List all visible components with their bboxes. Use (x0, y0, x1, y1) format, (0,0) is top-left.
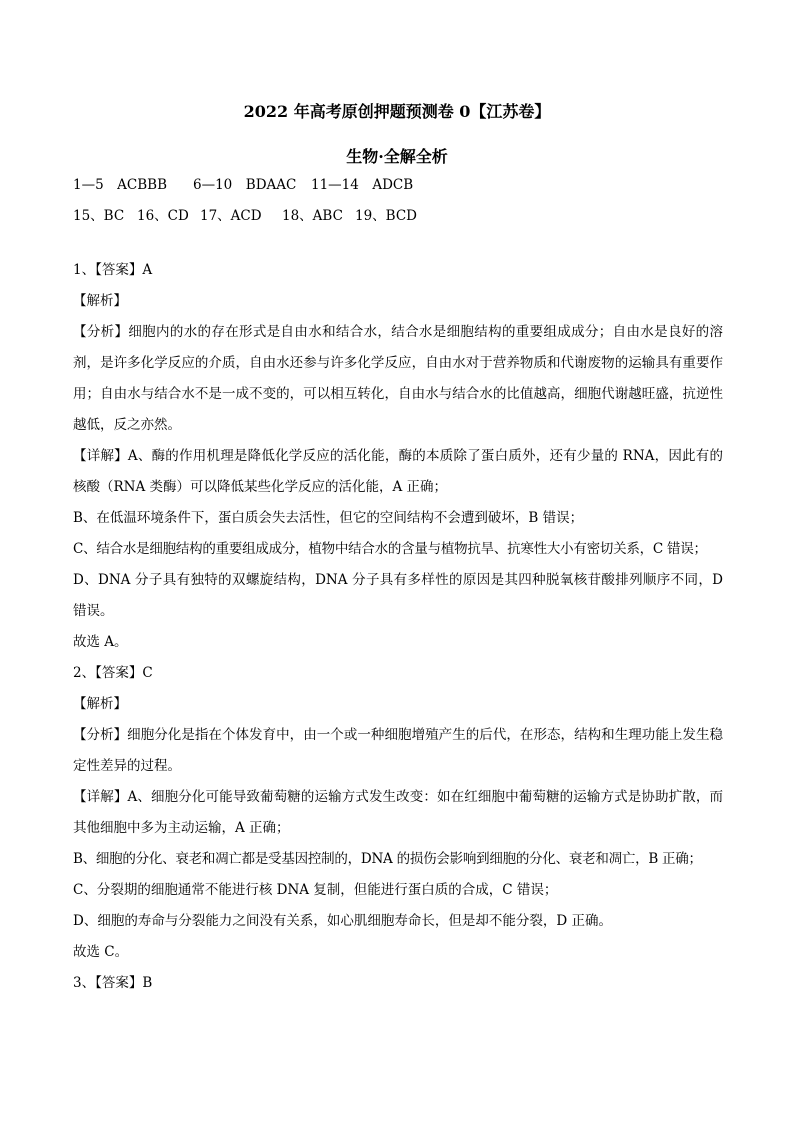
question-2-option-b: B、细胞的分化、衰老和凋亡都是受基因控制的，DNA 的损伤会影响到细胞的分化、衰老和凋亡，B 正确； (73, 851, 702, 867)
answer-key-group: 18、ABC (282, 208, 343, 224)
question-2-answer: 2、【答案】C (73, 665, 153, 681)
question-2-analysis-label: 【解析】 (73, 696, 127, 712)
question-2-option-c: C、分裂期的细胞通常不能进行核 DNA 复制，但能进行蛋白质的合成，C 错误； (73, 882, 558, 898)
answer-key-group: 15、BC (73, 208, 125, 224)
document-body (73, 175, 723, 999)
question-3-answer: 3、【答案】B (73, 975, 153, 991)
question-1-option-d: D、DNA 分子具有独特的双螺旋结构，DNA 分子具有多样性的原因是其四种脱氧核苷酸排列顺序不同，D 错误。 (73, 572, 723, 619)
section-gap (73, 237, 723, 255)
document-title: 2022 年高考原创押题预测卷 0【江苏卷】 (243, 102, 551, 121)
answer-key-group: 19、BCD (355, 208, 418, 224)
answer-key-group: 6—10 BDAAC (193, 177, 297, 193)
answer-key-row-2 (73, 206, 723, 227)
question-1-option-b: B、在低温环境条件下，蛋白质会失去活性，但它的空间结构不会遭到破坏，B 错误； (73, 510, 584, 526)
answer-key-group: 17、ACD (200, 208, 262, 224)
question-2-xiangjie: 【详解】A、细胞分化可能导致葡萄糖的运输方式发生改变：如在红细胞中葡萄糖的运输方式是协助扩散，而其他细胞中多为主动运输，A 正确； (73, 789, 723, 836)
answer-key-row-1 (73, 175, 723, 196)
document-subtitle: 生物·全解全析 (346, 147, 448, 166)
question-1-answer: 1、【答案】A (73, 262, 153, 278)
answer-key-group: 11—14 ADCB (311, 177, 414, 193)
question-2-option-d: D、细胞的寿命与分裂能力之间没有关系，如心肌细胞寿命长，但是却不能分裂，D 正确。 (73, 913, 612, 929)
answer-key-group: 1—5 ACBBB (73, 177, 168, 193)
question-1-xiangjie: 【详解】A、酶的作用机理是降低化学反应的活化能，酶的本质除了蛋白质外，还有少量的 RNA，因此有的核酸（RNA 类酶）可以降低某些化学反应的活化能，A 正确； (73, 448, 723, 495)
question-1-option-c: C、结合水是细胞结构的重要组成成分，植物中结合水的含量与植物抗旱、抗寒性大小有密切关系，C 错误； (73, 541, 707, 557)
question-2-conclusion: 故选 C。 (73, 944, 129, 960)
question-1-fenxi: 【分析】细胞内的水的存在形式是自由水和结合水，结合水是细胞结构的重要组成成分；自由水是良好的溶剂，是许多化学反应的介质，自由水还参与许多化学反应，自由水对于营养物质和代谢废物的运输具有重要作用；自由水与结合水不是一成不变的，可以相互转化，自由水与结合水的比值越高，细胞代谢越旺盛，抗逆性越低，反之亦然。 (73, 324, 723, 433)
question-1-conclusion: 故选 A。 (73, 634, 128, 650)
question-1-analysis-label: 【解析】 (73, 293, 127, 309)
question-2-fenxi: 【分析】细胞分化是指在个体发育中，由一个或一种细胞增殖产生的后代，在形态，结构和生理功能上发生稳定性差异的过程。 (73, 727, 723, 774)
answer-key-group: 16、CD (137, 208, 189, 224)
